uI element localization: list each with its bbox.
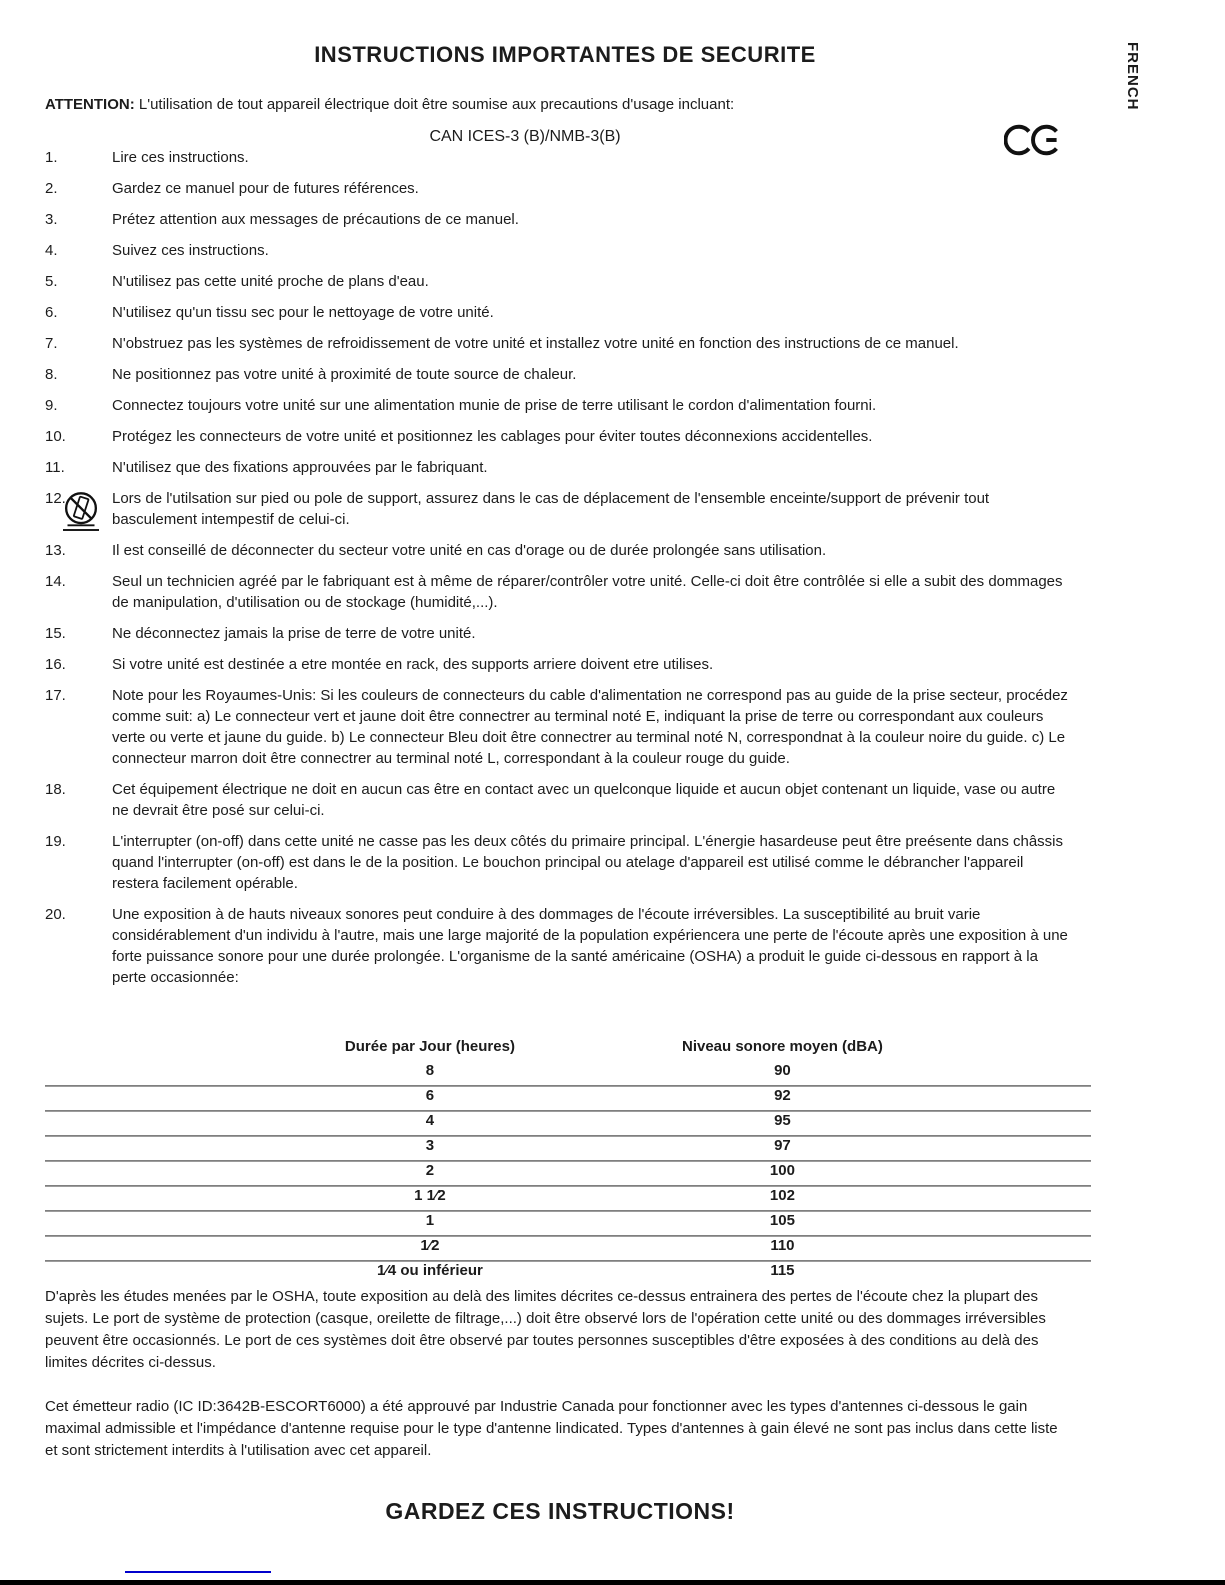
instruction-text: Seul un technicien agréé par le fabriquant est à même de réparer/contrôler votre unité. Celle-ci doit être contrôlée si elle a subit des dommages de manipulation, d'utilisation ou de stockage (humidité,...). [112, 573, 1063, 611]
table-header-row [45, 1038, 1091, 1062]
instruction-text: N'utilisez pas cette unité proche de plans d'eau. [112, 273, 429, 290]
cell-duration: 1 [425, 1212, 435, 1229]
instruction-list [45, 147, 1125, 998]
no-tipping-icon [63, 489, 99, 531]
instruction-number: 16. [45, 656, 66, 673]
attention-text: L'utilisation de tout appareil électrique doit être soumise aux precautions d'usage incluant: [134, 96, 735, 113]
cell-duration: 1⁄4 ou inférieur [376, 1262, 483, 1279]
instruction-text: Lors de l'utilsation sur pied ou pole de support, assurez dans le cas de déplacement de l'ensemble enceinte/support de prévenir tout basculement intempestif de celui-ci. [112, 490, 990, 528]
instruction-item-9 [45, 395, 1125, 416]
keep-instructions-heading: GARDEZ CES INSTRUCTIONS! [385, 1498, 735, 1524]
instruction-text: Cet équipement électrique ne doit en aucun cas être en contact avec un quelconque liquide et aucun objet contenant un liquide, vase ou autre ne devrait être posé sur celui-ci. [112, 781, 1056, 819]
instruction-item-18 [45, 779, 1125, 821]
cell-duration: 8 [425, 1062, 435, 1079]
instruction-item-2 [45, 178, 1125, 199]
instruction-item-15 [45, 623, 1125, 644]
instruction-text: Connectez toujours votre unité sur une alimentation munie de prise de terre utilisant le cordon d'alimentation fourni. [112, 397, 877, 414]
cell-level: 90 [774, 1062, 791, 1079]
instruction-text: N'obstruez pas les systèmes de refroidissement de votre unité et installez votre unité en fonction des instructions de ce manuel. [112, 335, 959, 352]
instruction-number: 10. [45, 428, 66, 445]
instruction-text: Une exposition à de hauts niveaux sonores peut conduire à des dommages de l'écoute irréversibles. La susceptibilité au bruit varie considérablement d'un individu à l'autre, mais une large majorité de la population expériencera une perte de l'écoute après une exposition à une forte puissance sonore pour une durée prolongée. L'organisme de la santé américaine (OSHA) a produit le guide ci-dessous en rapport à la perte occasionnée: [112, 906, 1068, 986]
instruction-text: Il est conseillé de déconnecter du secteur votre unité en cas d'orage ou de durée prolongée sans utilisation. [112, 542, 827, 559]
instruction-number: 3. [45, 211, 58, 228]
instruction-item-13 [45, 540, 1125, 561]
instruction-number: 15. [45, 625, 66, 642]
instruction-text: Lire ces instructions. [112, 149, 249, 166]
table-row [45, 1262, 1091, 1285]
noise-exposure-table [45, 1038, 1091, 1285]
attention-paragraph [45, 96, 1085, 113]
table-row [45, 1187, 1091, 1210]
instruction-item-6 [45, 302, 1125, 323]
table-row [45, 1087, 1091, 1110]
instruction-number: 12. [45, 490, 66, 507]
cell-level: 110 [770, 1237, 795, 1254]
instruction-item-5 [45, 271, 1125, 292]
instruction-item-12 [45, 488, 1125, 530]
instruction-number: 9. [45, 397, 58, 414]
instruction-number: 8. [45, 366, 58, 383]
osha-paragraph: D'après les études menées par le OSHA, toute exposition au delà des limites décrites ce-dessus entrainera des pertes de l'écoute chez la plupart des sujets. Le port de système de protection (casque, oreilette de filtrage,...) doit être observé lors de l'opération cette unité ou des dommages irréversibles peuvent être occasionnés. Le port de ces systèmes doit être observé par toutes personnes susceptibles d'être exposées à des conditions au delà des limites décrites ci-dessus. [45, 1288, 1046, 1371]
cell-duration: 1 1⁄2 [414, 1187, 446, 1204]
cell-level: 115 [770, 1262, 795, 1279]
instruction-number: 2. [45, 180, 58, 197]
instruction-text: Ne déconnectez jamais la prise de terre de votre unité. [112, 625, 476, 642]
instruction-number: 13. [45, 542, 66, 559]
page-bottom-border [0, 1580, 1225, 1585]
cell-duration: 6 [425, 1087, 435, 1104]
instruction-item-8 [45, 364, 1125, 385]
table-row [45, 1112, 1091, 1135]
page-title: INSTRUCTIONS IMPORTANTES DE SECURITE [314, 42, 816, 67]
instruction-text: N'utilisez que des fixations approuvées par le fabriquant. [112, 459, 488, 476]
cell-level: 100 [769, 1162, 795, 1179]
language-tab-label: FRENCH [1124, 42, 1141, 111]
instruction-text: L'interrupter (on-off) dans cette unité ne casse pas les deux côtés du primaire principal. L'énergie hasardeuse peut être preésente dans châssis quand l'interrupter (on-off) est dans le de la position. Le bouchon principal ou atelage d'appareil est utilisé comme le débrancher l'appareil restera facilement opérable. [112, 833, 1064, 892]
instruction-number: 4. [45, 242, 58, 259]
instruction-number: 19. [45, 833, 66, 850]
table-row [45, 1062, 1091, 1085]
cell-level: 95 [774, 1112, 791, 1129]
cell-level: 105 [769, 1212, 795, 1229]
instruction-item-7 [45, 333, 1125, 354]
instruction-text: Suivez ces instructions. [112, 242, 269, 259]
instruction-number: 17. [45, 687, 66, 704]
attention-label: ATTENTION: [45, 96, 135, 113]
instruction-item-20 [45, 904, 1125, 988]
table-header-duration: Durée par Jour (heures) [344, 1038, 515, 1055]
instruction-text: Protégez les connecteurs de votre unité et positionnez les cablages pour éviter toutes déconnexions accidentelles. [112, 428, 873, 445]
cell-duration: 2 [425, 1162, 435, 1179]
instruction-text: Si votre unité est destinée a etre montée en rack, des supports arriere doivent etre utilises. [112, 656, 714, 673]
table-row [45, 1212, 1091, 1235]
instruction-item-16 [45, 654, 1125, 675]
instruction-text: Gardez ce manuel pour de futures références. [112, 180, 419, 197]
table-row [45, 1137, 1091, 1160]
cell-level: 97 [774, 1137, 791, 1154]
cell-duration: 3 [425, 1137, 435, 1154]
compliance-statement: CAN ICES-3 (B)/NMB-3(B) [429, 128, 621, 145]
instruction-item-17 [45, 685, 1125, 769]
table-row [45, 1162, 1091, 1185]
instruction-item-19 [45, 831, 1125, 894]
instruction-item-14 [45, 571, 1125, 613]
cell-level: 92 [774, 1087, 791, 1104]
instruction-number: 11. [45, 459, 65, 476]
instruction-item-11 [45, 457, 1125, 478]
instruction-text: Ne positionnez pas votre unité à proximité de toute source de chaleur. [112, 366, 577, 383]
instruction-text: Note pour les Royaumes-Unis: Si les couleurs de connecteurs du cable d'alimentation ne correspond pas au guide de la prise secteur, procédez comme suit: a) Le connecteur vert et jaune doit être connectrer au terminal noté E, indiquant la prise de terre ou correspondant aux couleurs verte ou verte et jaune du guide. b) Le connecteur Bleu doit être connectrer au terminal noté N, correspondnat à la couleur noire du guide. c) Le connecteur marron doit être connectrer au terminal noté L, correspondant à la couleur rouge du guide. [112, 687, 1068, 767]
table-header-level: Niveau sonore moyen (dBA) [681, 1038, 883, 1055]
instruction-text: N'utilisez qu'un tissu sec pour le nettoyage de votre unité. [112, 304, 494, 321]
instruction-number: 18. [45, 781, 66, 798]
instruction-item-10 [45, 426, 1125, 447]
instruction-item-1 [45, 147, 1125, 168]
instruction-number: 1. [45, 149, 58, 166]
instruction-number: 20. [45, 906, 66, 923]
instruction-number: 7. [45, 335, 58, 352]
footer-link-underline[interactable] [125, 1571, 271, 1573]
instruction-number: 6. [45, 304, 58, 321]
instruction-item-3 [45, 209, 1125, 230]
instruction-item-4 [45, 240, 1125, 261]
cell-level: 102 [769, 1187, 795, 1204]
cell-duration: 4 [425, 1112, 435, 1129]
cell-duration: 1⁄2 [420, 1237, 440, 1254]
instruction-text: Prétez attention aux messages de précautions de ce manuel. [112, 211, 519, 228]
instruction-number: 14. [45, 573, 66, 590]
table-row [45, 1237, 1091, 1260]
instruction-number: 5. [45, 273, 58, 290]
radio-approval-paragraph: Cet émetteur radio (IC ID:3642B-ESCORT6000) a été approuvé par Industrie Canada pour fonctionner avec les types d'antennes ci-dessous le gain maximal admissible et l'impédance d'antenne requise pour le type d'antenne lindicated. Types d'antennes à gain élevé ne sont pas inclus dans cette liste et sont strictement interdits à l'utilisation avec cet appareil. [45, 1398, 1058, 1459]
